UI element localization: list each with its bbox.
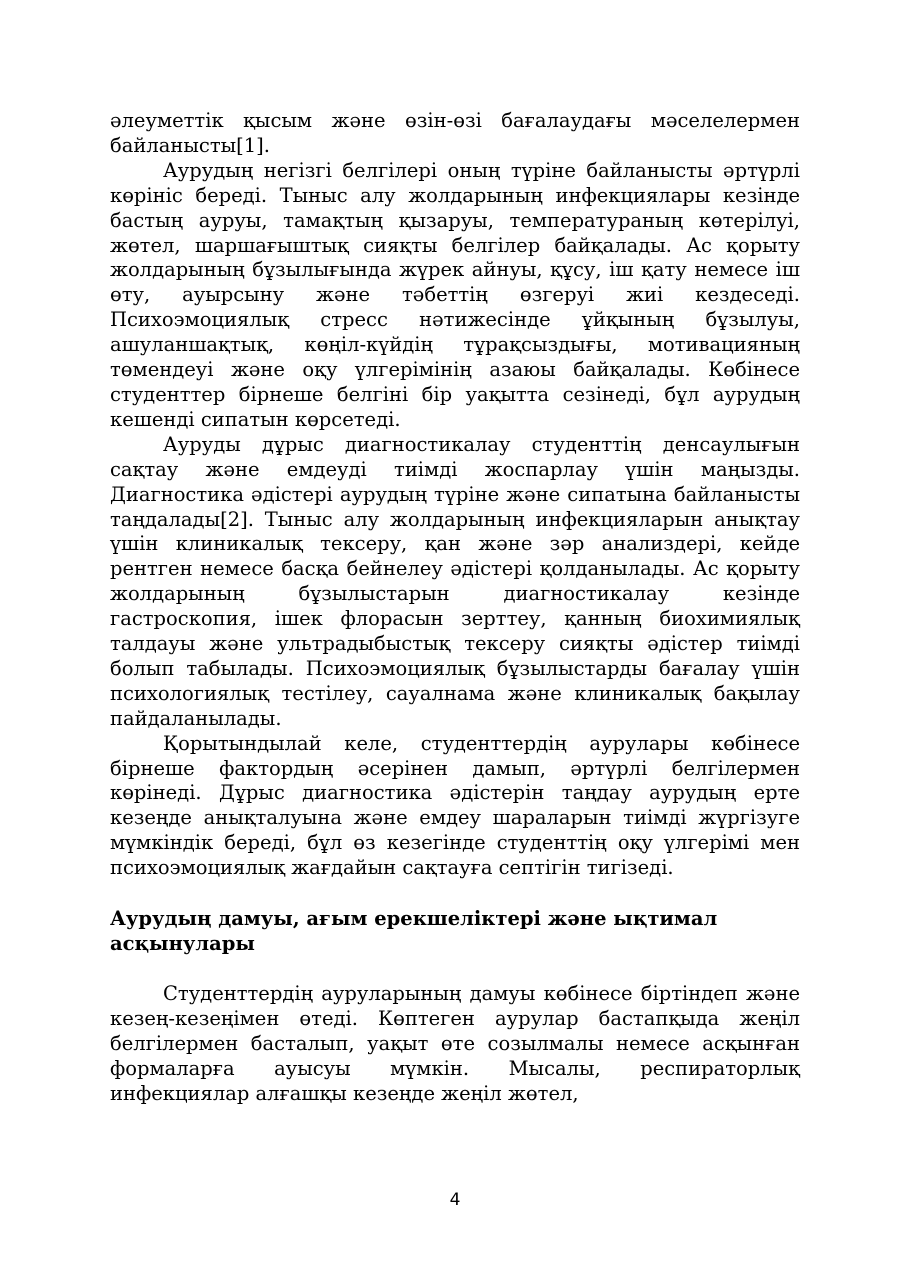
section-heading: Аурудың дамуы, ағым ерекшеліктері және ықтимал асқынулары	[110, 907, 718, 955]
page-number: 4	[449, 1190, 461, 1210]
paragraph-continuation: әлеуметтік қысым және өзін-өзі бағалаудағы мәселелермен байланысты[1].	[110, 109, 800, 157]
paragraph-development: Студенттердің ауруларының дамуы көбінесе біртіндеп және кезең-кезеңімен өтеді. Көптеген аурулар бастапқыда жеңіл белгілермен басталып, уақыт өте созылмалы немесе асқынған формаларға ауысуы мүмкін. Мысалы, респираторлық инфекциялар алғашқы кезеңде жеңіл жөтел,	[110, 981, 800, 1105]
document-page	[110, 109, 800, 1106]
paragraph-conclusion: Қорытындылай келе, студенттердің аурулары көбінесе бірнеше фактордың әсерінен дамып, әртүрлі белгілермен көрінеді. Дұрыс диагностика әдістерін таңдау аурудың ерте кезеңде анықталуына және емдеу шараларын тиімді жүргізуге мүмкіндік береді, бұл өз кезегінде студенттің оқу үлгерімі мен психоэмоциялық жағдайын сақтауға септігін тигізеді.	[110, 731, 800, 880]
paragraph-symptoms: Аурудың негізгі белгілері оның түріне байланысты әртүрлі көрініс береді. Тыныс алу жолдарының инфекциялары кезінде бастың ауруы, тамақтың қызаруы, температураның көтерілуі, жөтел, шаршағыштық сияқты белгілер байқалады. Ас қорыту жолдарының бұзылығында жүрек айнуы, құсу, іш қату немесе іш өту, ауырсыну және тәбеттің өзгеруі жиі кездеседі. Психоэмоциялық стресс нәтижесінде ұйқының бұзылуы, ашуланшақтық, көңіл-күйдің тұрақсыздығы, мотивацияның төмендеуі және оқу үлгерімінің азаюы байқалады. Көбінесе студенттер бірнеше белгіні бір уақытта сезінеді, бұл аурудың кешенді сипатын көрсетеді.	[110, 158, 800, 431]
paragraph-diagnostics: Ауруды дұрыс диагностикалау студенттің денсаулығын сақтау және емдеуді тиімді жоспарлау үшін маңызды. Диагностика әдістері аурудың түріне және сипатына байланысты таңдалады[2]. Тыныс алу жолдарының инфекцияларын анықтау үшін клиникалық тексеру, қан және зәр анализдері, кейде рентген немесе басқа бейнелеу әдістері қолданылады. Ас қорыту жолдарының бұзылыстарын диагностикалау кезінде гастроскопия, ішек флорасын зерттеу, қанның биохимиялық талдауы және ультрадыбыстық тексеру сияқты әдістер тиімді болып табылады. Психоэмоциялық бұзылыстарды бағалау үшін психологиялық тестілеу, сауалнама және клиникалық бақылау пайдаланылады.	[110, 432, 800, 730]
